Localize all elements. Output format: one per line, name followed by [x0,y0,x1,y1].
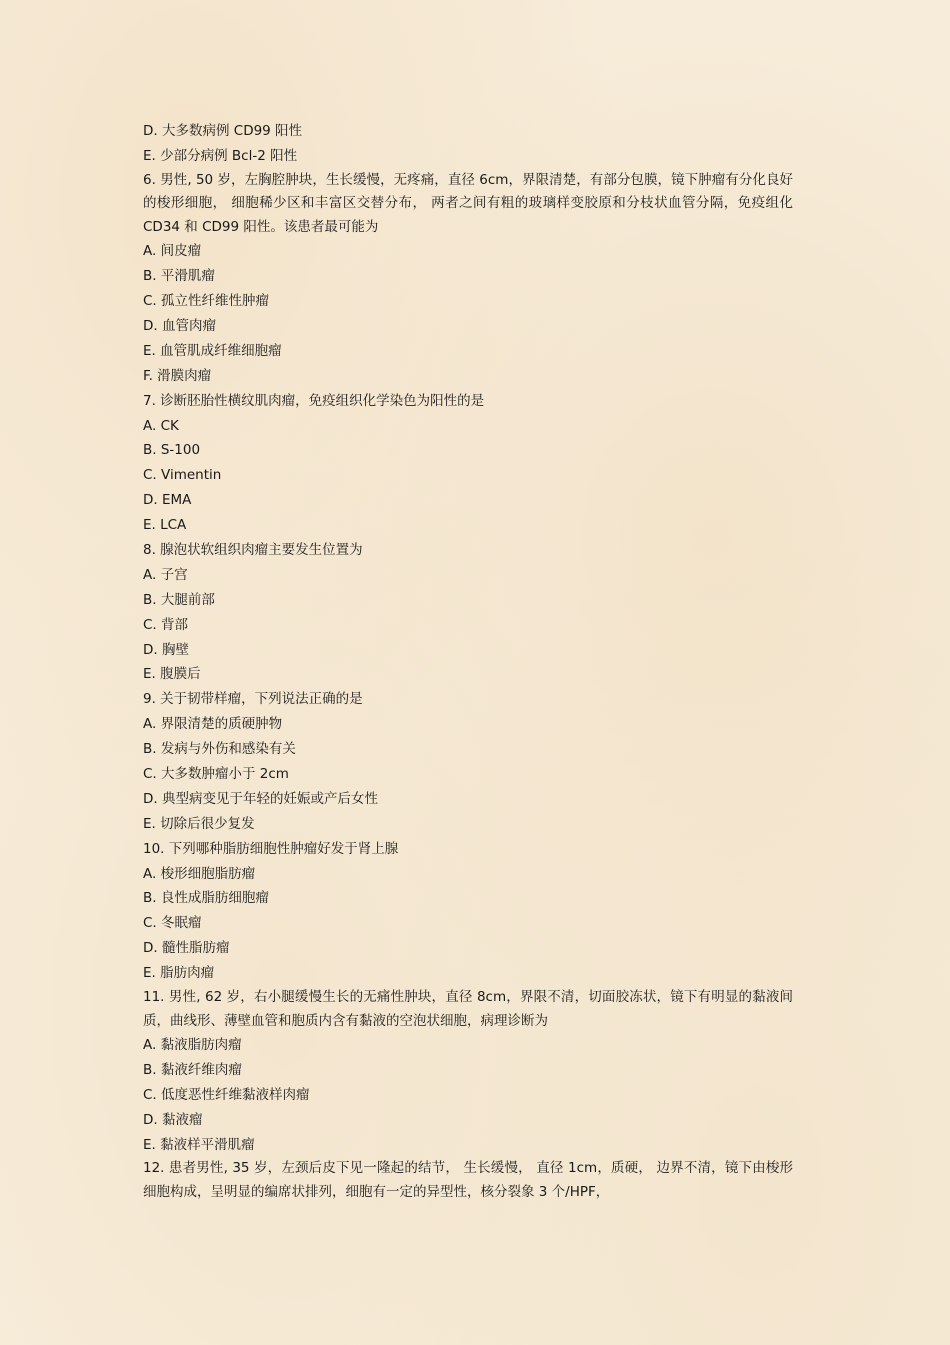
text-line: 8. 腺泡状软组织肉瘤主要发生位置为 [143,541,363,558]
text-line: C. 背部 [143,616,189,633]
text-line: 10. 下列哪种脂肪细胞性肿瘤好发于肾上腺 [143,840,399,857]
question-text-block [143,119,793,1204]
text-line: E. 脂肪肉瘤 [143,965,215,982]
text-line: D. 胸壁 [143,641,189,658]
text-line: E. 少部分病例 Bcl-2 阳性 [143,147,298,164]
text-line: A. 子宫 [143,566,188,583]
text-line: D. 血管肉瘤 [143,317,216,334]
text-line: A. 界限清楚的质硬肿物 [143,716,283,733]
text-line: E. 黏液样平滑肌瘤 [143,1136,255,1153]
text-line: C. 大多数肿瘤小于 2cm [143,765,289,782]
text-line: C. 孤立性纤维性肿瘤 [143,293,270,310]
text-line: B. 黏液纤维肉瘤 [143,1061,242,1078]
text-line: B. 大腿前部 [143,591,215,608]
text-line: D. 典型病变见于年轻的妊娠或产后女性 [143,790,378,807]
text-line: A. 间皮瘤 [143,243,202,260]
text-line: E. 血管肌成纤维细胞瘤 [143,342,282,359]
text-line: 7. 诊断胚胎性横纹肌肉瘤，免疫组织化学染色为阳性的是 [143,392,485,409]
text-line: B. S-100 [143,442,201,459]
text-line: B. 良性成脂肪细胞瘤 [143,890,269,907]
text-line: 9. 关于韧带样瘤，下列说法正确的是 [143,691,363,708]
question-stem: 11. 男性, 62 岁，右小腿缓慢生长的无痛性肿块，直径 8cm，界限不清，切面胶冻状，镜下有明显的黏液间质，曲线形、薄壁血管和胞质内含有黏液的空泡状细胞，病理诊断为 [143,989,793,1029]
text-line: A. CK [143,417,179,434]
text-line: D. 黏液瘤 [143,1111,203,1128]
text-line: D. 大多数病例 CD99 阳性 [143,123,303,139]
text-line: D. EMA [143,492,192,509]
text-line: A. 黏液脂肪肉瘤 [143,1037,242,1053]
text-line: A. 梭形细胞脂肪瘤 [143,865,256,882]
question-stem: 6. 男性, 50 岁，左胸腔肿块，生长缓慢，无疼痛，直径 6cm，界限清楚，有部分包膜，镜下肿瘤有分化良好的梭形细胞， 细胞稀少区和丰富区交替分布， 两者之间有粗的玻璃样变胶原和分枝状血管分隔，免疫组化 CD34 和 CD99 阳性。该患者最可能为 [143,171,793,235]
text-line: D. 髓性脂肪瘤 [143,940,230,957]
question-stem: 12. 患者男性, 35 岁，左颈后皮下见一隆起的结节， 生长缓慢， 直径 1cm，质硬， 边界不清，镜下由梭形细胞构成，呈明显的编席状排列，细胞有一定的异型性，核分裂象 3 个/HPF， [143,1160,793,1200]
text-line: C. 冬眠瘤 [143,915,202,932]
text-line: F. 滑膜肉瘤 [143,367,212,384]
text-line: C. Vimentin [143,467,222,484]
text-line: E. 腹膜后 [143,666,201,683]
text-line: E. 切除后很少复发 [143,815,255,832]
text-line: E. LCA [143,517,187,534]
text-line: B. 平滑肌瘤 [143,268,215,285]
text-line: C. 低度恶性纤维黏液样肉瘤 [143,1086,310,1103]
text-line: B. 发病与外伤和感染有关 [143,741,296,758]
